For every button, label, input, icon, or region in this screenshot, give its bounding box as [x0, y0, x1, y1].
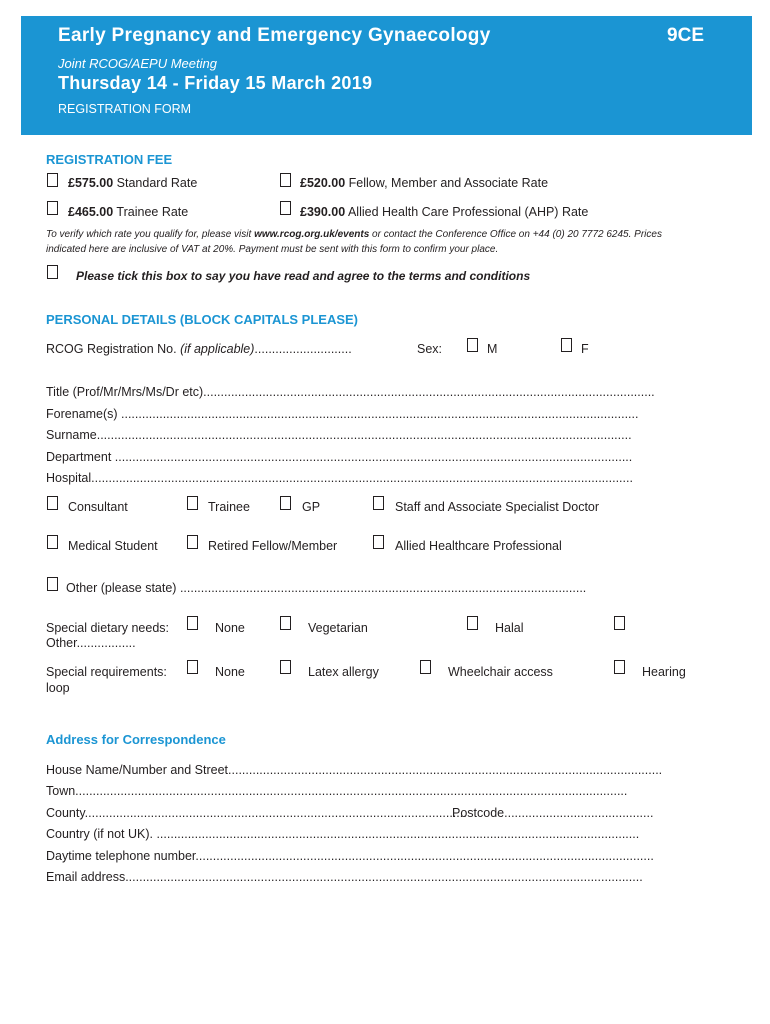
sex-f-checkbox[interactable]	[561, 338, 572, 352]
role-gp-label: GP	[302, 500, 321, 514]
rcog-number-field[interactable]: RCOG Registration No. (if applicable)............................	[46, 342, 352, 356]
country-field[interactable]: Country (if not UK). ...........................................................................................................................................	[46, 827, 640, 841]
fee-note: To verify which rate you qualify for, please visit www.rcog.org.uk/events or contact the Conference Office on +44 (0) 20 7772 6245. Prices indicated here are inclusive of VAT at 20%. Payment must be sent with this form to confirm your place.	[46, 229, 662, 255]
dietary-label: Special dietary needs:	[46, 621, 169, 635]
postcode-field[interactable]: Postcode...........................................	[452, 806, 654, 820]
fee-trainee-label: £465.00 Trainee Rate	[68, 205, 189, 219]
req-none-label: None	[215, 665, 245, 679]
role-other-field[interactable]: Other (please state) .....................................................................................................................	[66, 581, 587, 595]
sex-m-label: M	[487, 342, 498, 356]
role-allied-checkbox[interactable]	[373, 535, 384, 549]
email-field[interactable]: Email address.....................................................................................................................................................	[46, 870, 643, 884]
role-allied-label: Allied Healthcare Professional	[395, 539, 562, 553]
registration-fee-heading: REGISTRATION FEE	[46, 152, 173, 167]
form-label: REGISTRATION FORM	[58, 102, 192, 116]
diet-halal-checkbox[interactable]	[467, 616, 478, 630]
role-sas-checkbox[interactable]	[373, 496, 384, 510]
personal-details-heading: PERSONAL DETAILS (BLOCK CAPITALS PLEASE)	[46, 312, 359, 327]
events-link[interactable]: www.rcog.org.uk/events	[254, 229, 370, 240]
role-sas-label: Staff and Associate Specialist Doctor	[395, 500, 600, 514]
forename-field[interactable]: Forename(s) .....................................................................................................................................................	[46, 407, 639, 421]
role-trainee-checkbox[interactable]	[187, 496, 198, 510]
town-field[interactable]: Town...............................................................................................................................................................	[46, 784, 628, 798]
terms-label: Please tick this box to say you have read and agree to the terms and conditions	[76, 269, 531, 283]
department-field[interactable]: Department .....................................................................................................................................................	[46, 450, 633, 464]
req-latex-checkbox[interactable]	[280, 660, 291, 674]
phone-field[interactable]: Daytime telephone number....................................................................................................................................	[46, 849, 654, 863]
sex-m-checkbox[interactable]	[467, 338, 478, 352]
role-medical-student-checkbox[interactable]	[47, 535, 58, 549]
terms-checkbox[interactable]	[47, 265, 58, 279]
role-consultant-checkbox[interactable]	[47, 496, 58, 510]
diet-vegetarian-label: Vegetarian	[308, 621, 368, 635]
house-street-field[interactable]: House Name/Number and Street.............................................................................................................................	[46, 763, 663, 777]
req-hearing-checkbox[interactable]	[614, 660, 625, 674]
role-retired-fellow-label: Retired Fellow/Member	[208, 539, 338, 553]
event-title: Early Pregnancy and Emergency Gynaecology	[58, 25, 491, 46]
event-dates: Thursday 14 - Friday 15 March 2019	[58, 73, 373, 93]
fee-fellow-label: £520.00 Fellow, Member and Associate Rate	[300, 176, 549, 190]
fee-trainee-checkbox[interactable]	[47, 201, 58, 215]
header-banner	[21, 16, 752, 135]
fee-standard-checkbox[interactable]	[47, 173, 58, 187]
hospital-field[interactable]: Hospital............................................................................................................................................................	[46, 471, 633, 485]
sex-label: Sex:	[417, 342, 443, 356]
event-code: 9CE	[667, 25, 704, 46]
county-field[interactable]: County..............................................................................................................	[46, 806, 467, 820]
address-heading: Address for Correspondence	[46, 732, 226, 747]
req-wheelchair-label: Wheelchair access	[448, 665, 553, 679]
diet-halal-label: Halal	[495, 621, 524, 635]
requirements-loop: loop	[46, 681, 70, 695]
req-latex-label: Latex allergy	[308, 665, 379, 679]
role-retired-fellow-checkbox[interactable]	[187, 535, 198, 549]
role-medical-student-label: Medical Student	[68, 539, 158, 553]
dietary-other-field[interactable]: Other.................	[46, 636, 136, 650]
req-hearing-label: Hearing	[642, 665, 686, 679]
requirements-label: Special requirements:	[46, 665, 167, 679]
req-none-checkbox[interactable]	[187, 660, 198, 674]
title-field[interactable]: Title (Prof/Mr/Mrs/Ms/Dr etc)..................................................................................................................................	[46, 385, 655, 399]
diet-none-checkbox[interactable]	[187, 616, 198, 630]
role-trainee-label: Trainee	[208, 500, 250, 514]
surname-field[interactable]: Surname..........................................................................................................................................................	[46, 428, 632, 442]
role-consultant-label: Consultant	[68, 500, 128, 514]
role-other-checkbox[interactable]	[47, 577, 58, 591]
diet-extra-checkbox[interactable]	[614, 616, 625, 630]
fee-fellow-checkbox[interactable]	[280, 173, 291, 187]
event-subtitle: Joint RCOG/AEPU Meeting	[58, 56, 217, 71]
req-wheelchair-checkbox[interactable]	[420, 660, 431, 674]
role-gp-checkbox[interactable]	[280, 496, 291, 510]
diet-none-label: None	[215, 621, 245, 635]
sex-f-label: F	[581, 342, 589, 356]
diet-vegetarian-checkbox[interactable]	[280, 616, 291, 630]
fee-ahp-label: £390.00 Allied Health Care Professional (AHP) Rate	[300, 205, 589, 219]
fee-ahp-checkbox[interactable]	[280, 201, 291, 215]
fee-standard-label: £575.00 Standard Rate	[68, 176, 198, 190]
